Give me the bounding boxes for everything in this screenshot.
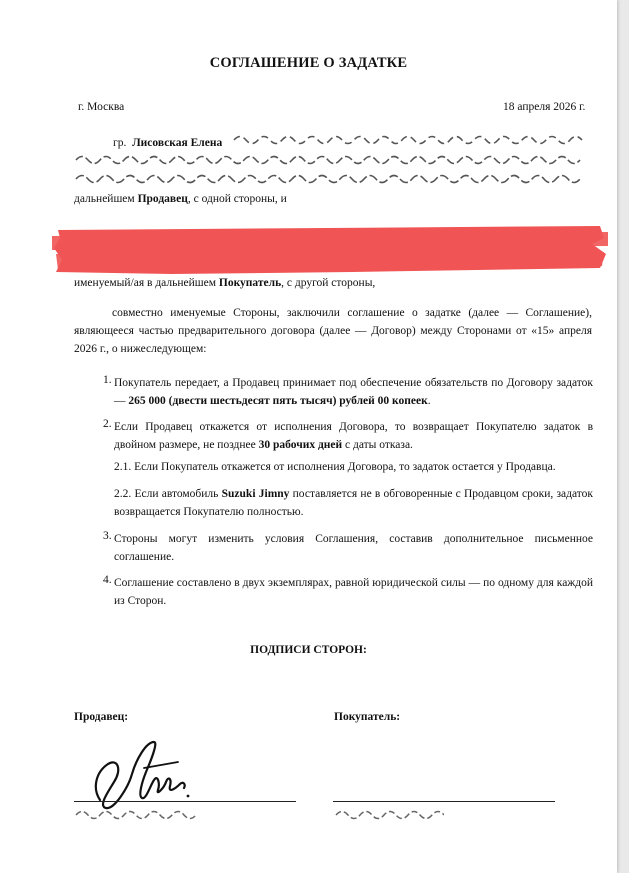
seller-intro	[113, 137, 222, 149]
scribble-redaction-line-2	[74, 153, 594, 167]
seller-role-line	[74, 193, 287, 205]
buyer-name-scribble	[334, 808, 444, 822]
clause-1-number: 1.	[103, 374, 112, 386]
clause-3: Стороны могут изменить условия Соглашения, составив дополнительное письменное соглашение.	[114, 533, 593, 563]
clause-2-1: 2.1. Если Покупатель откажется от исполнения Договора, то задаток остается у Продавца.	[114, 461, 556, 473]
scribble-redaction-line-1	[232, 132, 592, 146]
seller-intro-prefix: гр.	[113, 137, 127, 149]
buyer-signature-line	[333, 801, 555, 802]
buyer-role-suffix: , с другой стороны,	[281, 277, 376, 289]
city-label: г. Москва	[78, 101, 125, 113]
buyer-role: Покупатель	[218, 277, 282, 289]
seller-signature-label: Продавец:	[74, 711, 129, 723]
date-label: 18 апреля 2026 г.	[503, 101, 586, 113]
seller-signature-line	[74, 801, 296, 802]
seller-role: Продавец	[137, 193, 188, 205]
clause-2-text: Если Продавец откажется от исполнения Договора, то возвращает Покупателю задаток в двойном размере, не позднее	[114, 421, 593, 451]
clause-2-end: с даты отказа.	[345, 439, 413, 451]
preamble-paragraph: совместно именуемые Стороны, заключили соглашение о задатке (далее — Соглашение), являющееся частью предварительного договора (далее — Договор) между Сторонами от «15» апреля 2026 г., о нижеследующем:	[74, 307, 592, 355]
clause-2-2-end: поставляется не в обговоренные с Продавцом сроки, задаток возвращается Покупателю полностью.	[114, 488, 594, 518]
document-title: СОГЛАШЕНИЕ О ЗАДАТКЕ	[209, 55, 408, 71]
seller-role-prefix: дальнейшем	[74, 193, 135, 205]
seller-name: Лисовская Елена	[132, 137, 223, 149]
car-model: Suzuki Jimny	[221, 488, 290, 500]
scribble-redaction-line-3	[74, 172, 594, 186]
clause-4-number: 4.	[103, 574, 112, 586]
buyer-signature-label: Покупатель:	[334, 711, 401, 723]
buyer-redaction-block	[52, 224, 608, 276]
buyer-role-line	[74, 277, 375, 289]
clause-2-2-text: 2.2. Если автомобиль	[114, 488, 219, 500]
seller-role-suffix: , с одной стороны, и	[187, 193, 287, 205]
clause-1-text: Покупатель передает, а Продавец принимает под обеспечение обязательств по Договору задаток —	[114, 377, 593, 407]
clause-1	[114, 374, 593, 410]
return-deadline: 30 рабочих дней	[258, 439, 343, 451]
clause-2	[114, 418, 593, 454]
seller-name-scribble	[74, 808, 199, 822]
clause-3-number: 3.	[103, 530, 112, 542]
signatures-title: ПОДПИСИ СТОРОН:	[250, 644, 367, 656]
clause-1-end: .	[427, 395, 431, 407]
clause-2-2	[114, 485, 593, 521]
clause-2-number: 2.	[103, 418, 112, 430]
buyer-role-prefix: именуемый/ая в дальнейшем	[74, 277, 217, 289]
clause-4: Соглашение составлено в двух экземплярах, равной юридической силы — по одному для каждой из Сторон.	[114, 577, 593, 607]
deposit-amount: 265 000 (двести шестьдесят пять тысяч) рублей 00 копеек	[128, 395, 428, 407]
